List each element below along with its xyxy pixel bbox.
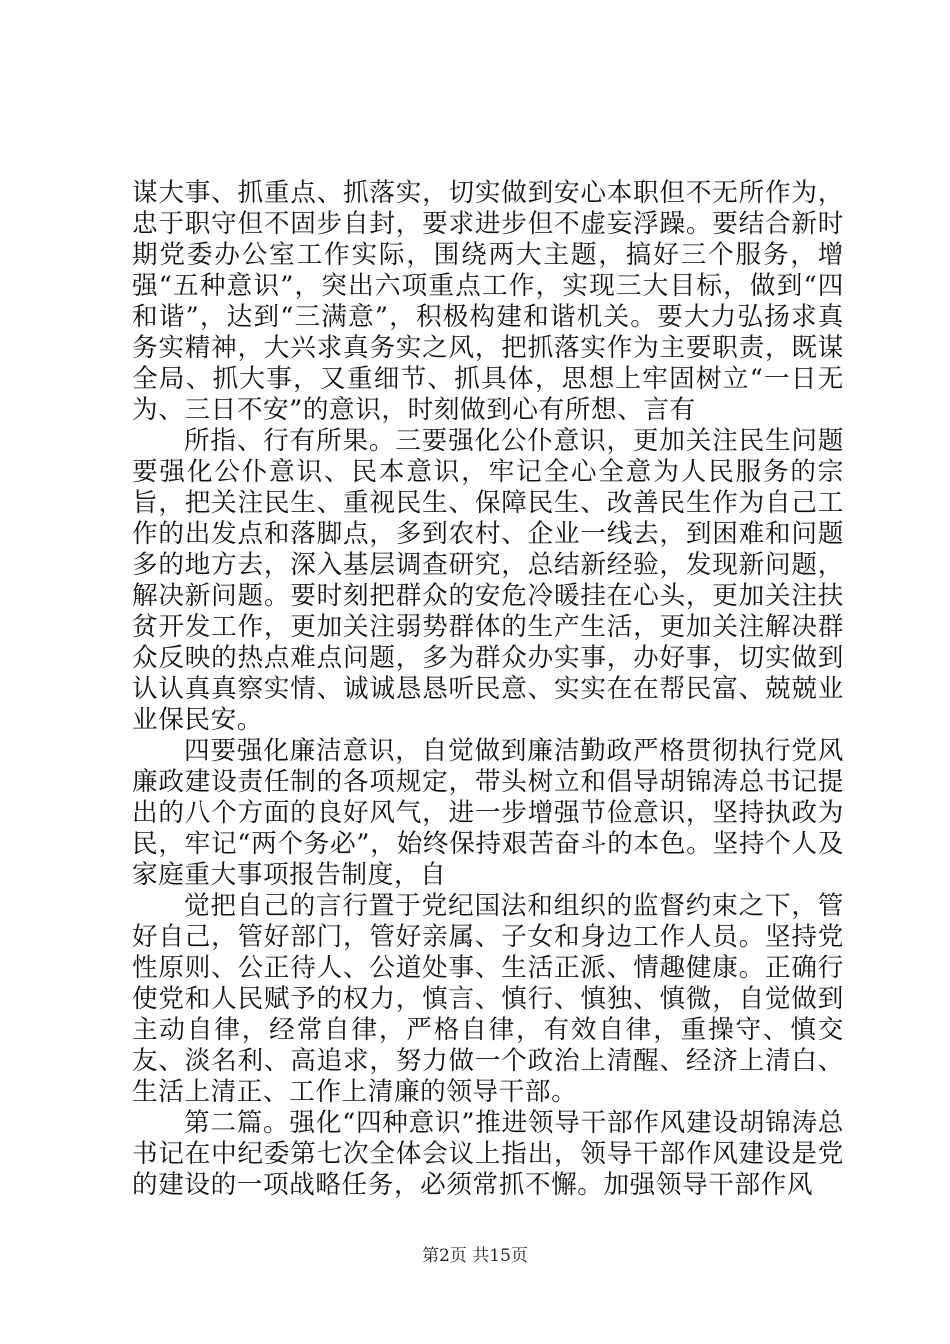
paragraph-5: 第二篇。强化“四种意识”推进领导干部作风建设胡锦涛总书记在中纪委第七次全体会议上指出，领导干部作风建设是党的建设的一项战略任务，必须常抓不懈。加强领导干部作风 [132, 1108, 844, 1200]
document-body [132, 178, 844, 1201]
paragraph-3: 四要强化廉洁意识，自觉做到廉洁勤政严格贯彻执行党风廉政建设责任制的各项规定，带头树立和倡导胡锦涛总书记提出的八个方面的良好风气，进一步增强节俭意识，坚持执政为民，牢记“两个务必”，始终保持艰苦奋斗的本色。坚持个人及家庭重大事项报告制度，自 [132, 736, 844, 890]
paragraph-2: 所指、行有所果。三要强化公仆意识，更加关注民生问题要强化公仆意识、民本意识，牢记全心全意为人民服务的宗旨，把关注民生、重视民生、保障民生、改善民生作为自己工作的出发点和落脚点，多到农村、企业一线去，到困难和问题多的地方去，深入基层调查研究，总结新经验，发现新问题，解决新问题。要时刻把群众的安危冷暖挂在心头，更加关注扶贫开发工作，更加关注弱势群体的生产生活，更加关注解决群众反映的热点难点问题，多为群众办实事，办好事，切实做到认认真真察实情、诚诚恳恳听民意、实实在在帮民富、兢兢业业保民安。 [132, 426, 844, 735]
paragraph-1: 谋大事、抓重点、抓落实，切实做到安心本职但不无所作为，忠于职守但不固步自封，要求进步但不虚妄浮躁。要结合新时期党委办公室工作实际，围绕两大主题，搞好三个服务，增强“五种意识”，突出六项重点工作，实现三大目标，做到“四和谐”，达到“三满意”，积极构建和谐机关。要大力弘扬求真务实精神，大兴求真务实之风，把抓落实作为主要职责，既谋全局、抓大事，又重细节、抓具体，思想上牢固树立“一日无为、三日不安”的意识，时刻做到心有所想、言有 [132, 178, 844, 425]
paragraph-4: 觉把自己的言行置于党纪国法和组织的监督约束之下，管好自己，管好部门，管好亲属、子女和身边工作人员。坚持党性原则、公正待人、公道处事、生活正派、情趣健康。正确行使党和人民赋予的权力，慎言、慎行、慎独、慎微，自觉做到主动自律，经常自律，严格自律，有效自律，重操守、慎交友、淡名利、高追求，努力做一个政治上清醒、经济上清白、生活上清正、工作上清廉的领导干部。 [132, 891, 844, 1107]
page-number-footer: 第2页 共15页 [422, 1246, 528, 1266]
